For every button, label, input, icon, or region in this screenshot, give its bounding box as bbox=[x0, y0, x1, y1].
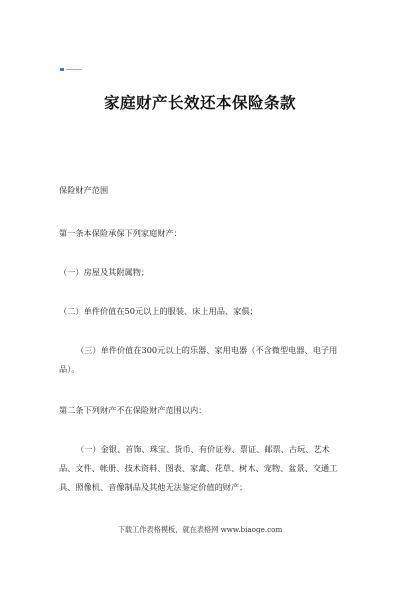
header-logo-icon bbox=[60, 68, 82, 71]
article-1-item-1: （一）房屋及其附属物； bbox=[59, 267, 150, 277]
footer-text: 下载工作表格模板，就在表格网 www.biaoge.com bbox=[117, 525, 283, 534]
article-2: 第二条下列财产不在保险财产范围以内： bbox=[59, 405, 207, 415]
logo-square-icon bbox=[60, 68, 64, 71]
section-heading: 保险财产范围 bbox=[59, 185, 109, 195]
article-1-item-3: （三）单件价值在300元以上的乐器、家用电器（不含微型电器、电子用品）。 bbox=[59, 345, 338, 374]
article-1-item-2: （二）单件价值在50元以上的服装、床上用品、家俱； bbox=[59, 306, 258, 316]
article-1: 第一条本保险承保下列家庭财产： bbox=[59, 228, 182, 238]
document-title: 家庭财产长效还本保险条款 bbox=[103, 94, 296, 112]
logo-line-icon bbox=[66, 69, 82, 70]
article-2-item-1: （一）金银、首饰、珠宝、货币、有价证券、票证、邮票、古玩、艺术品、文件、帐册、技术资料、图表、家禽、花草、树木、宠物、盆景、交通工具、照像机、音像制品及其他无法鉴定价值的财产； bbox=[59, 444, 338, 492]
